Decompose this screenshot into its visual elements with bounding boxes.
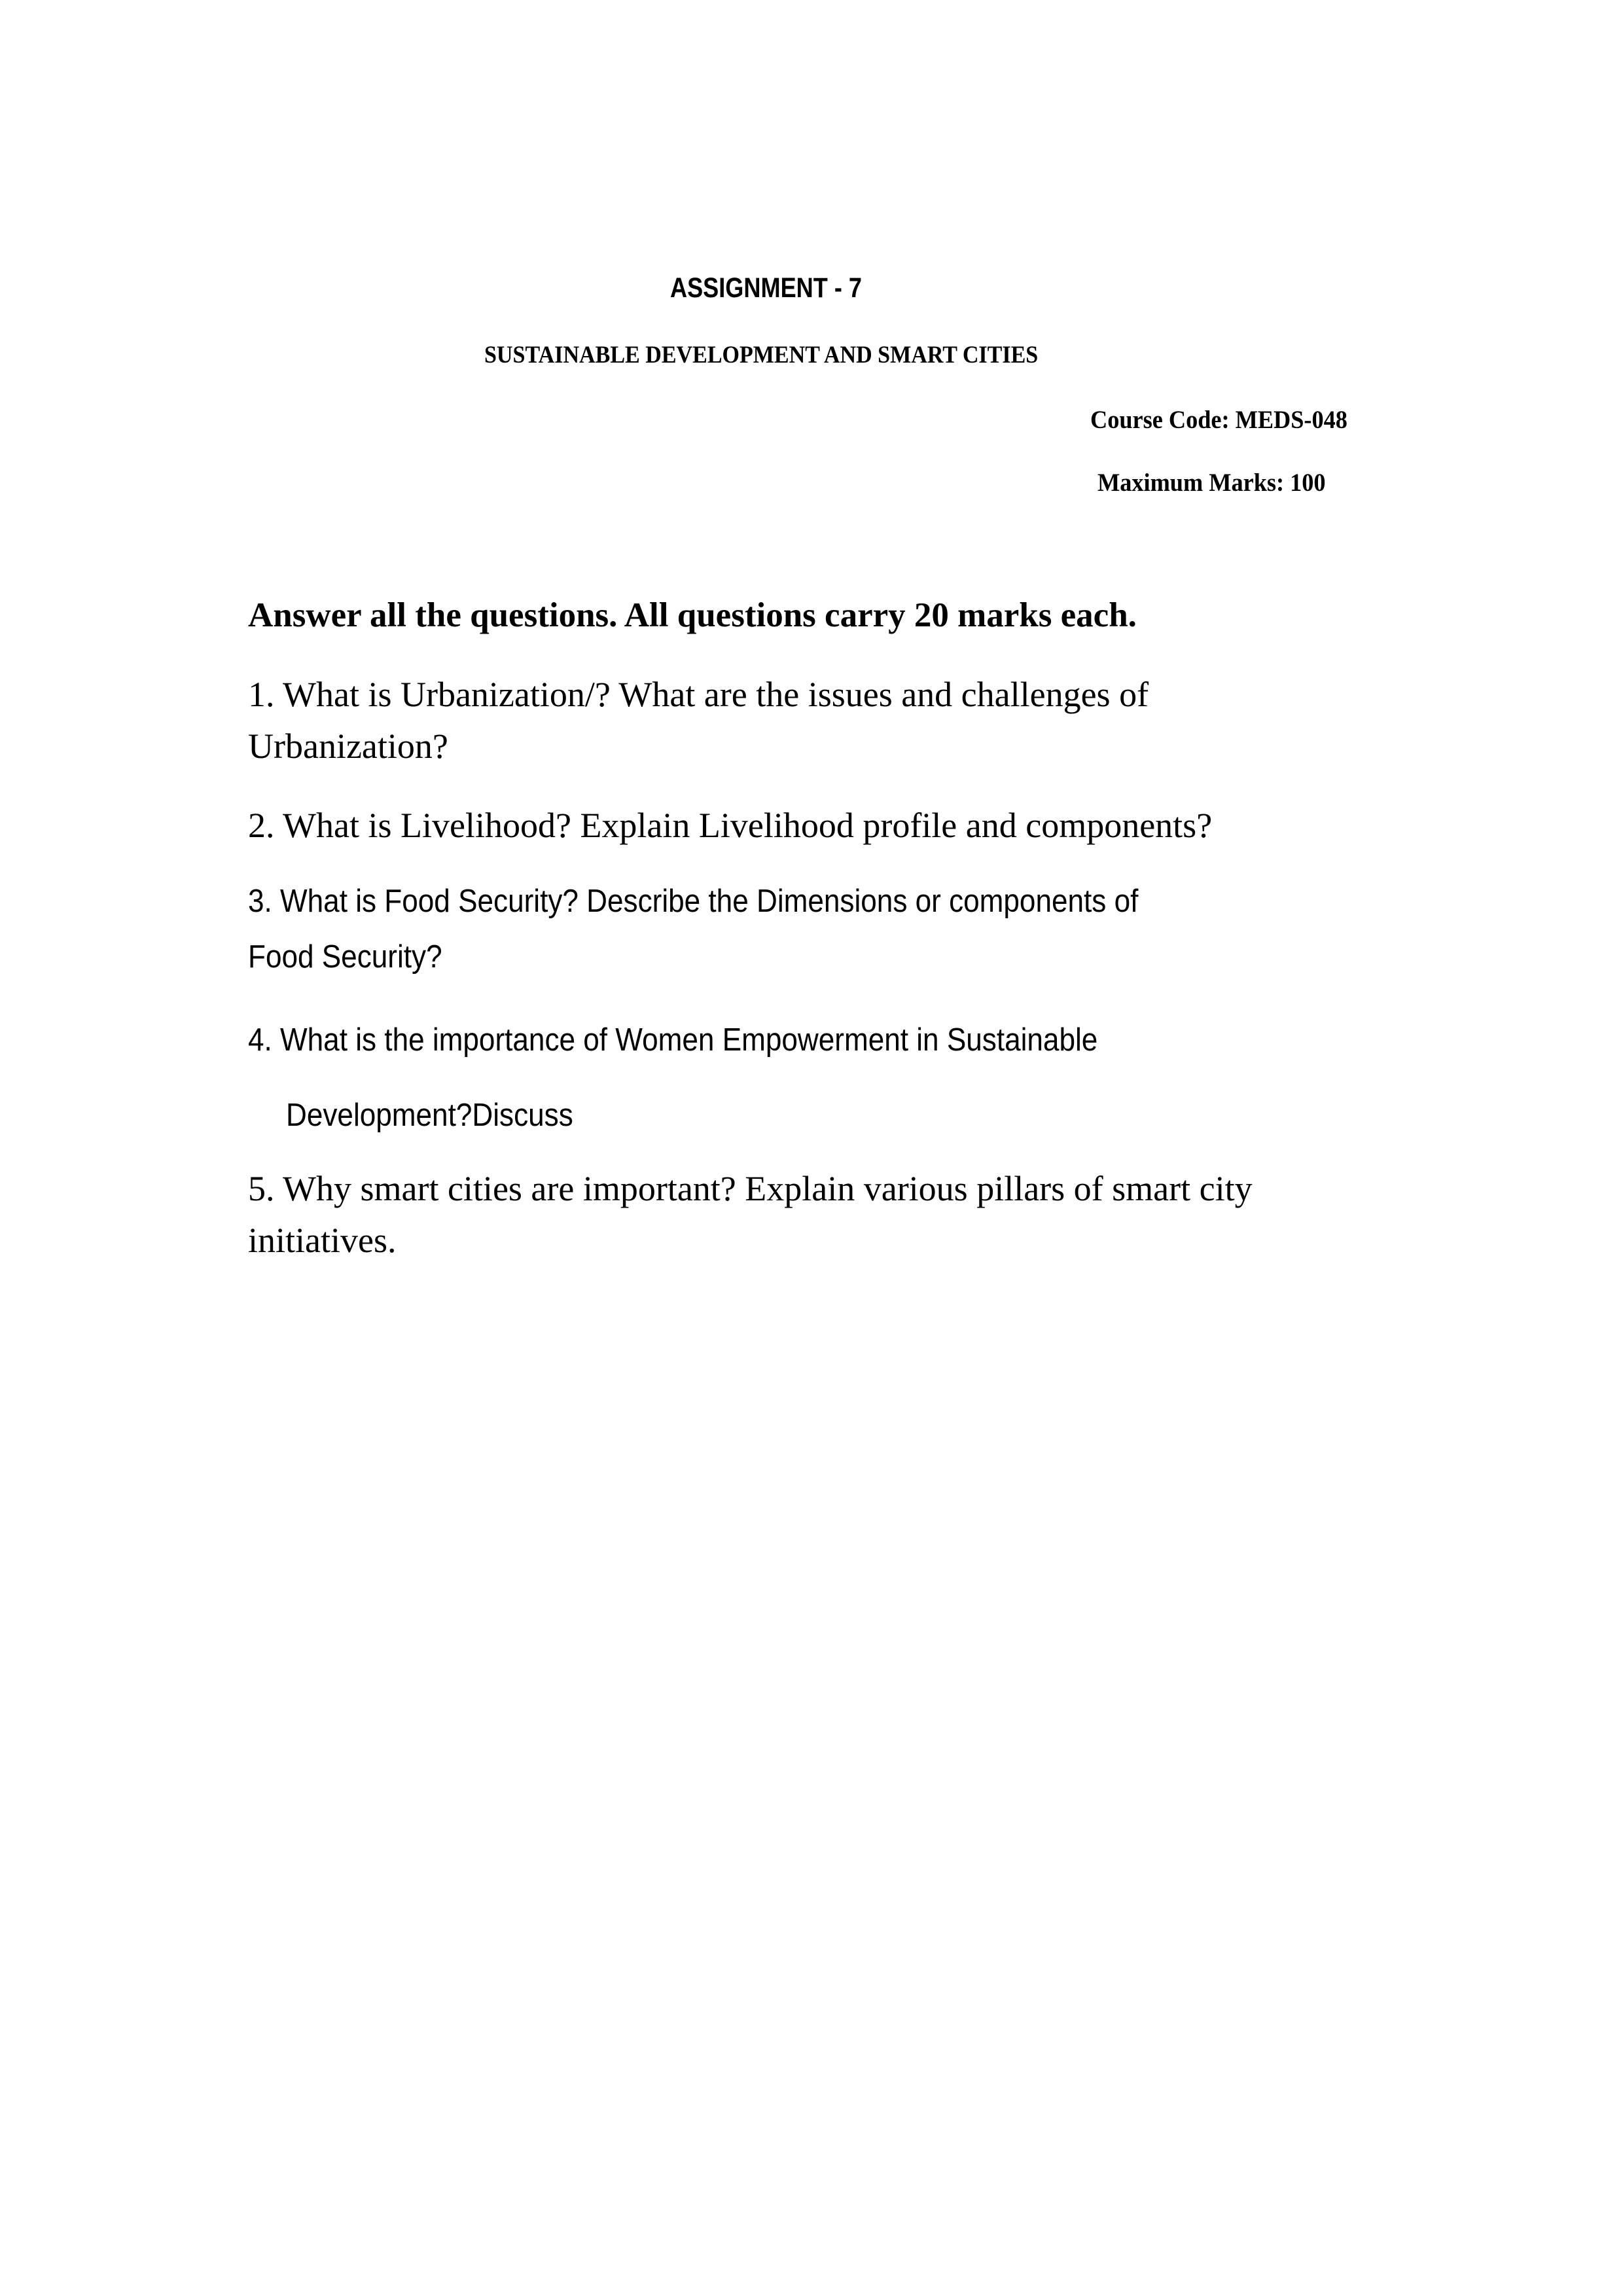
question-text-continued: initiatives. <box>248 1221 397 1260</box>
course-title: SUSTAINABLE DEVELOPMENT AND SMART CITIES <box>484 342 1039 368</box>
maximum-marks: Maximum Marks: 100 <box>1097 469 1326 497</box>
course-code: Course Code: MEDS-048 <box>1090 406 1347 434</box>
question-text-continued: Development?Discuss <box>286 1098 573 1133</box>
question-text: 5. Why smart cities are important? Explain various pillars of smart city <box>248 1169 1253 1208</box>
question-text-continued: Urbanization? <box>248 726 448 766</box>
question-text-continued: Food Security? <box>248 939 442 975</box>
question-text: 3. What is Food Security? Describe the Dimensions or components of <box>248 884 1139 919</box>
instructions: Answer all the questions. All questions carry 20 marks each. <box>248 596 1137 634</box>
question-text: 4. What is the importance of Women Empowerment in Sustainable <box>248 1022 1098 1058</box>
question-text: 2. What is Livelihood? Explain Livelihood profile and components? <box>248 806 1213 845</box>
assignment-title: ASSIGNMENT - 7 <box>670 272 863 304</box>
question-text: 1. What is Urbanization/? What are the issues and challenges of <box>248 675 1149 714</box>
